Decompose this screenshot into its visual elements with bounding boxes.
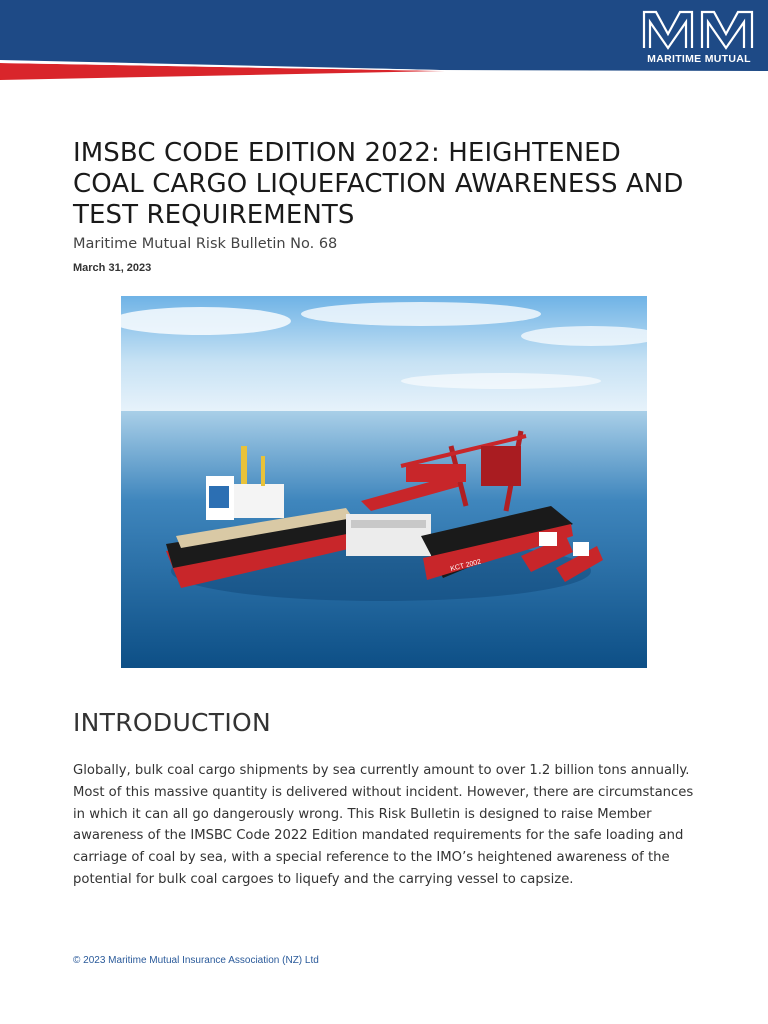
introduction-heading: INTRODUCTION	[73, 708, 272, 737]
header-banner	[0, 0, 768, 82]
barge-marking: KCT 2002	[449, 558, 482, 573]
copyright-footer: © 2023 Maritime Mutual Insurance Association (NZ) Ltd	[73, 955, 319, 966]
document-title: IMSBC CODE EDITION 2022: HEIGHTENED COAL CARGO LIQUEFACTION AWARENESS AND TEST REQUIREMENTS	[73, 138, 684, 230]
hero-photo	[121, 296, 647, 668]
ship-loading-illustration	[121, 296, 647, 668]
mm-logo-icon	[640, 8, 758, 52]
brand-name: MARITIME MUTUAL	[647, 53, 751, 65]
introduction-paragraph: Globally, bulk coal cargo shipments by sea currently amount to over 1.2 billion tons annually. Most of this massive quantity is delivered without incident. However, there are circumstances in which it can all go dangerously wrong. This Risk Bulletin is designed to raise Member awareness of the IMSBC Code 2022 Edition mandated requirements for the safe loading and carriage of coal by sea, with a special reference to the IMO’s heightened awareness of the potential for bulk coal cargoes to liquefy and the carrying vessel to capsize.	[73, 763, 694, 887]
maritime-mutual-logo[interactable]	[640, 8, 758, 66]
document-subtitle: Maritime Mutual Risk Bulletin No. 68	[73, 236, 338, 252]
publication-date: March 31, 2023	[73, 262, 152, 274]
